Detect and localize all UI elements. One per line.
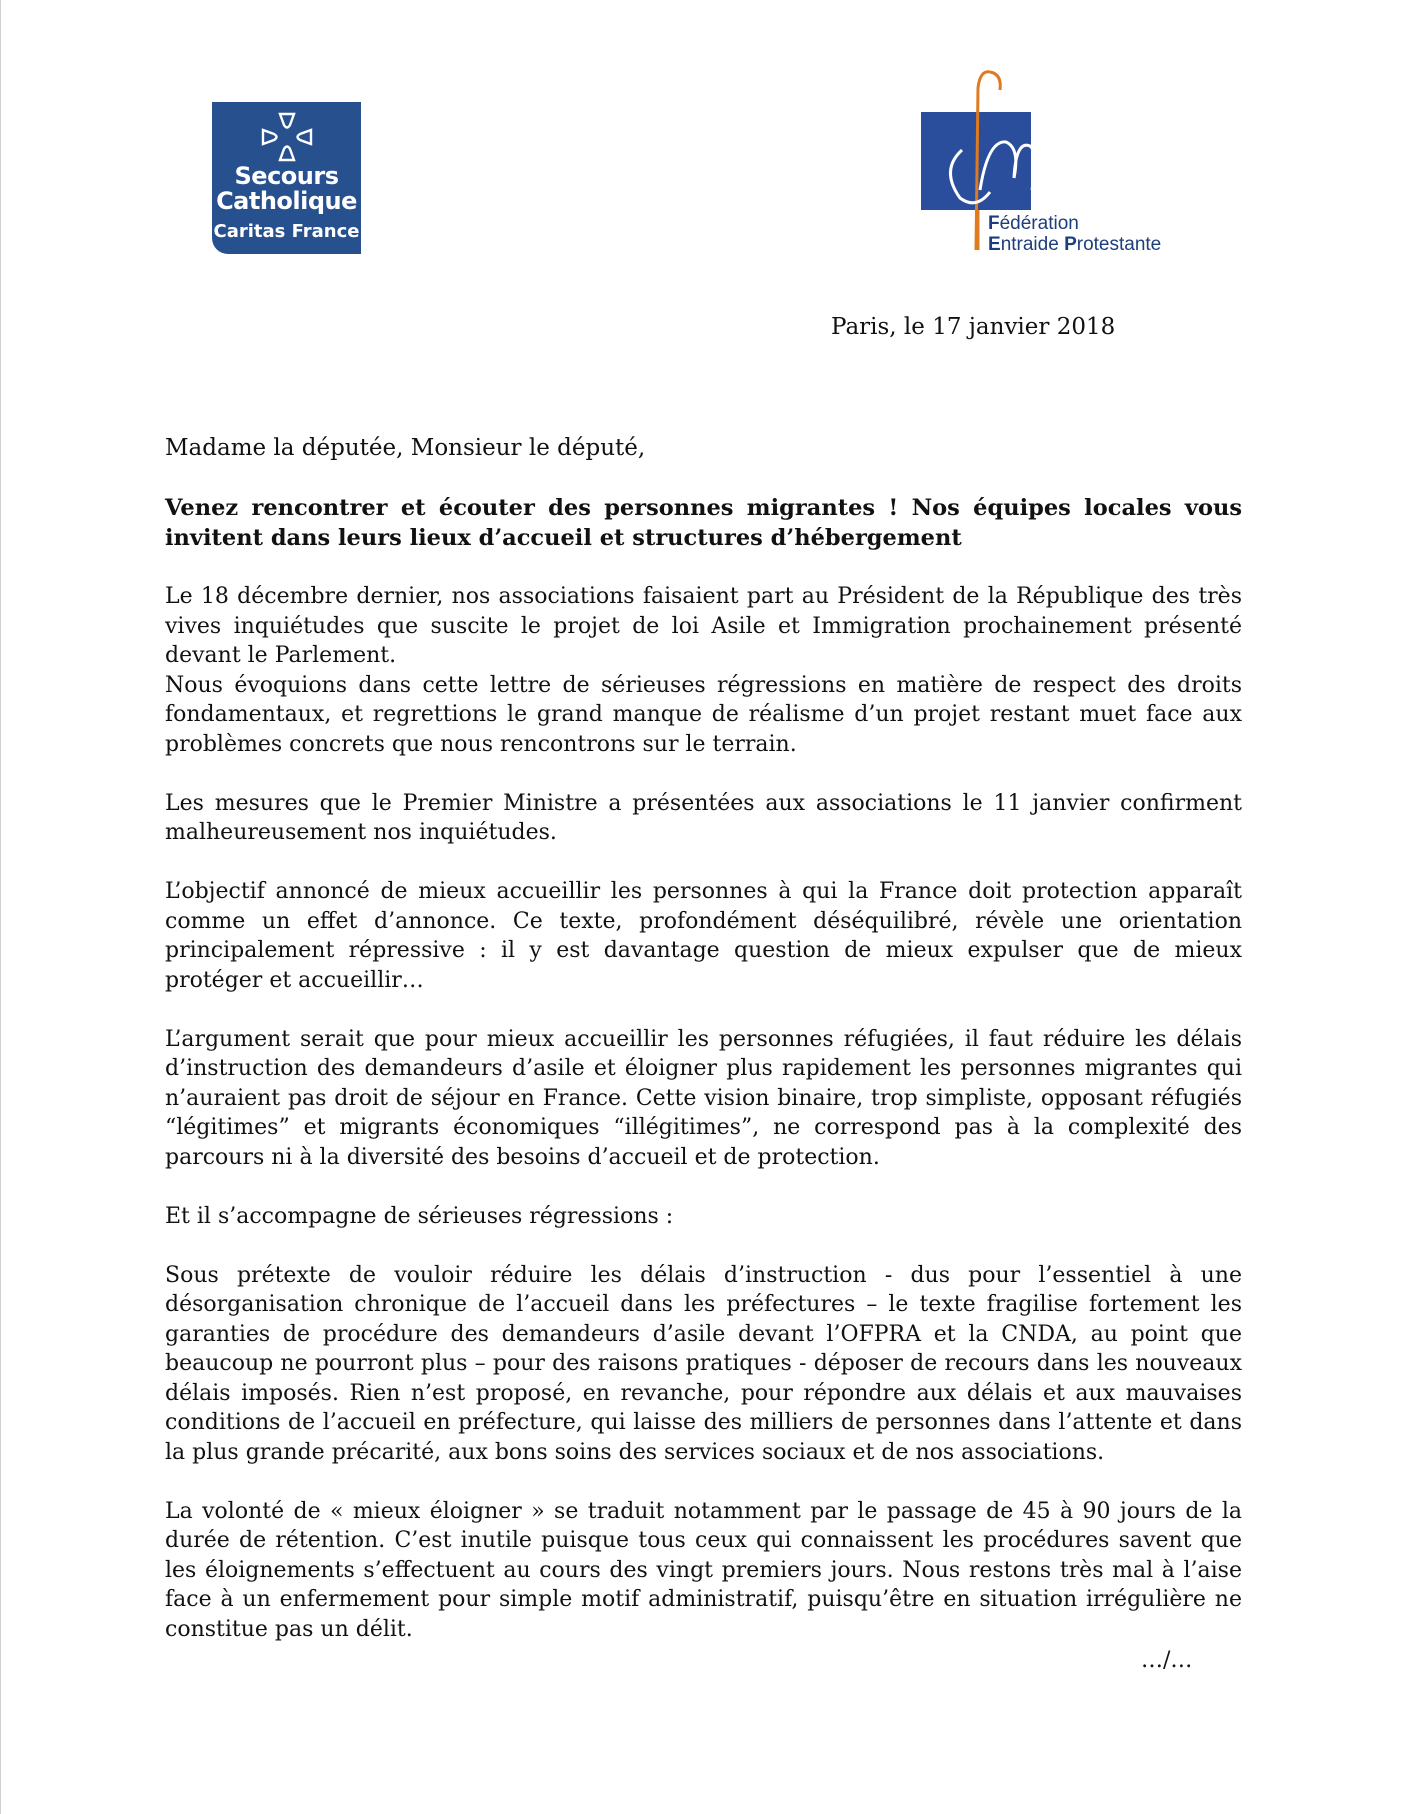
paragraph: Les mesures que le Premier Ministre a présentées aux associations le 11 janvier confirment malheureusement nos inquiétudes. (165, 790, 1242, 845)
paragraph: Sous prétexte de vouloir réduire les délais d’instruction - dus pour l’essentiel à une désorganisation chronique de l’accueil dans les préfectures – le texte fragilise fortement les garanties de procédure des demandeurs d’asile devant l’OFPRA et la CNDA, au point que beaucoup ne pourront plus – pour des raisons pratiques - déposer de recours dans les nouveaux délais imposés. Rien n’est proposé, en revanche, pour répondre aux délais et aux mauvaises conditions de l’accueil en préfecture, qui laisse des milliers de personnes dans l’attente et dans la plus grande précarité, aux bons soins des services sociaux et de nos associations. (165, 1262, 1242, 1465)
logo-sc-line2: Catholique (216, 187, 357, 215)
page-edge (0, 0, 1, 1814)
fep-line2-rest1: ntraide (1000, 234, 1065, 255)
paragraph: Et il s’accompagne de sérieuses régressions : (165, 1203, 674, 1229)
letter-subject: Venez rencontrer et écouter des personnes migrantes ! Nos équipes locales vous invitent dans leurs lieux d’accueil et structures d’hébergement (165, 495, 1242, 551)
paragraph: L’objectif annoncé de mieux accueillir les personnes à qui la France doit protection apparaît comme un effet d’annonce. Ce texte, profondément déséquilibré, révèle une orientation principalement répressive : il y est davantage question de mieux expulser que de mieux protéger et accueillir… (165, 879, 1242, 993)
fep-logo-line1 (988, 214, 1079, 234)
letter-body (165, 582, 1242, 1644)
paragraph: Le 18 décembre dernier, nos associations faisaient part au Président de la République des très vives inquiétudes que suscite le projet de loi Asile et Immigration prochainement présenté devant le Parlement. (165, 584, 1242, 668)
fep-logo-line2 (988, 235, 1161, 255)
fep-initial-e: E (988, 234, 1001, 255)
logo-sc-line1: Secours (234, 162, 339, 190)
paragraph: Nous évoquions dans cette lettre de sérieuses régressions en matière de respect des droits fondamentaux, et regrettions le grand manque de réalisme d’un projet restant muet face aux problèmes concrets que nous rencontrons sur le terrain. (165, 672, 1242, 757)
fep-initial-f: F (988, 213, 1000, 234)
fep-initial-p: P (1064, 234, 1077, 255)
paragraph: La volonté de « mieux éloigner » se traduit notamment par le passage de 45 à 90 jours de la durée de rétention. C’est inutile puisque tous ceux qui connaissent les procédures savent que les éloignements s’effectuent au cours des vingt premiers jours. Nous restons très mal à l’aise face à un enfermement pour simple motif administratif, puisqu’être en situation irrégulière ne constitue pas un délit. (165, 1498, 1242, 1642)
salutation: Madame la députée, Monsieur le député, (165, 435, 646, 461)
fep-line2-rest2: rotestante (1076, 234, 1162, 255)
fep-line1-rest: édération (999, 213, 1079, 234)
continue-mark: …/… (1141, 1648, 1193, 1673)
fep-logo (920, 60, 1180, 260)
letter-date: Paris, le 17 janvier 2018 (831, 314, 1116, 340)
paragraph: L’argument serait que pour mieux accueillir les personnes réfugiées, il faut réduire les délais d’instruction des demandeurs d’asile et éloigner plus rapidement les personnes migrantes qui n’auraient pas droit de séjour en France. Cette vision binaire, trop simpliste, opposant réfugiés “légitimes” et migrants économiques “illégitimes”, ne correspond pas à la complexité des parcours ni à la diversité des besoins d’accueil et de protection. (165, 1026, 1242, 1170)
logo-sc-line3: Caritas France (213, 221, 360, 242)
cross-icon (261, 112, 313, 162)
secours-catholique-logo (212, 102, 361, 254)
